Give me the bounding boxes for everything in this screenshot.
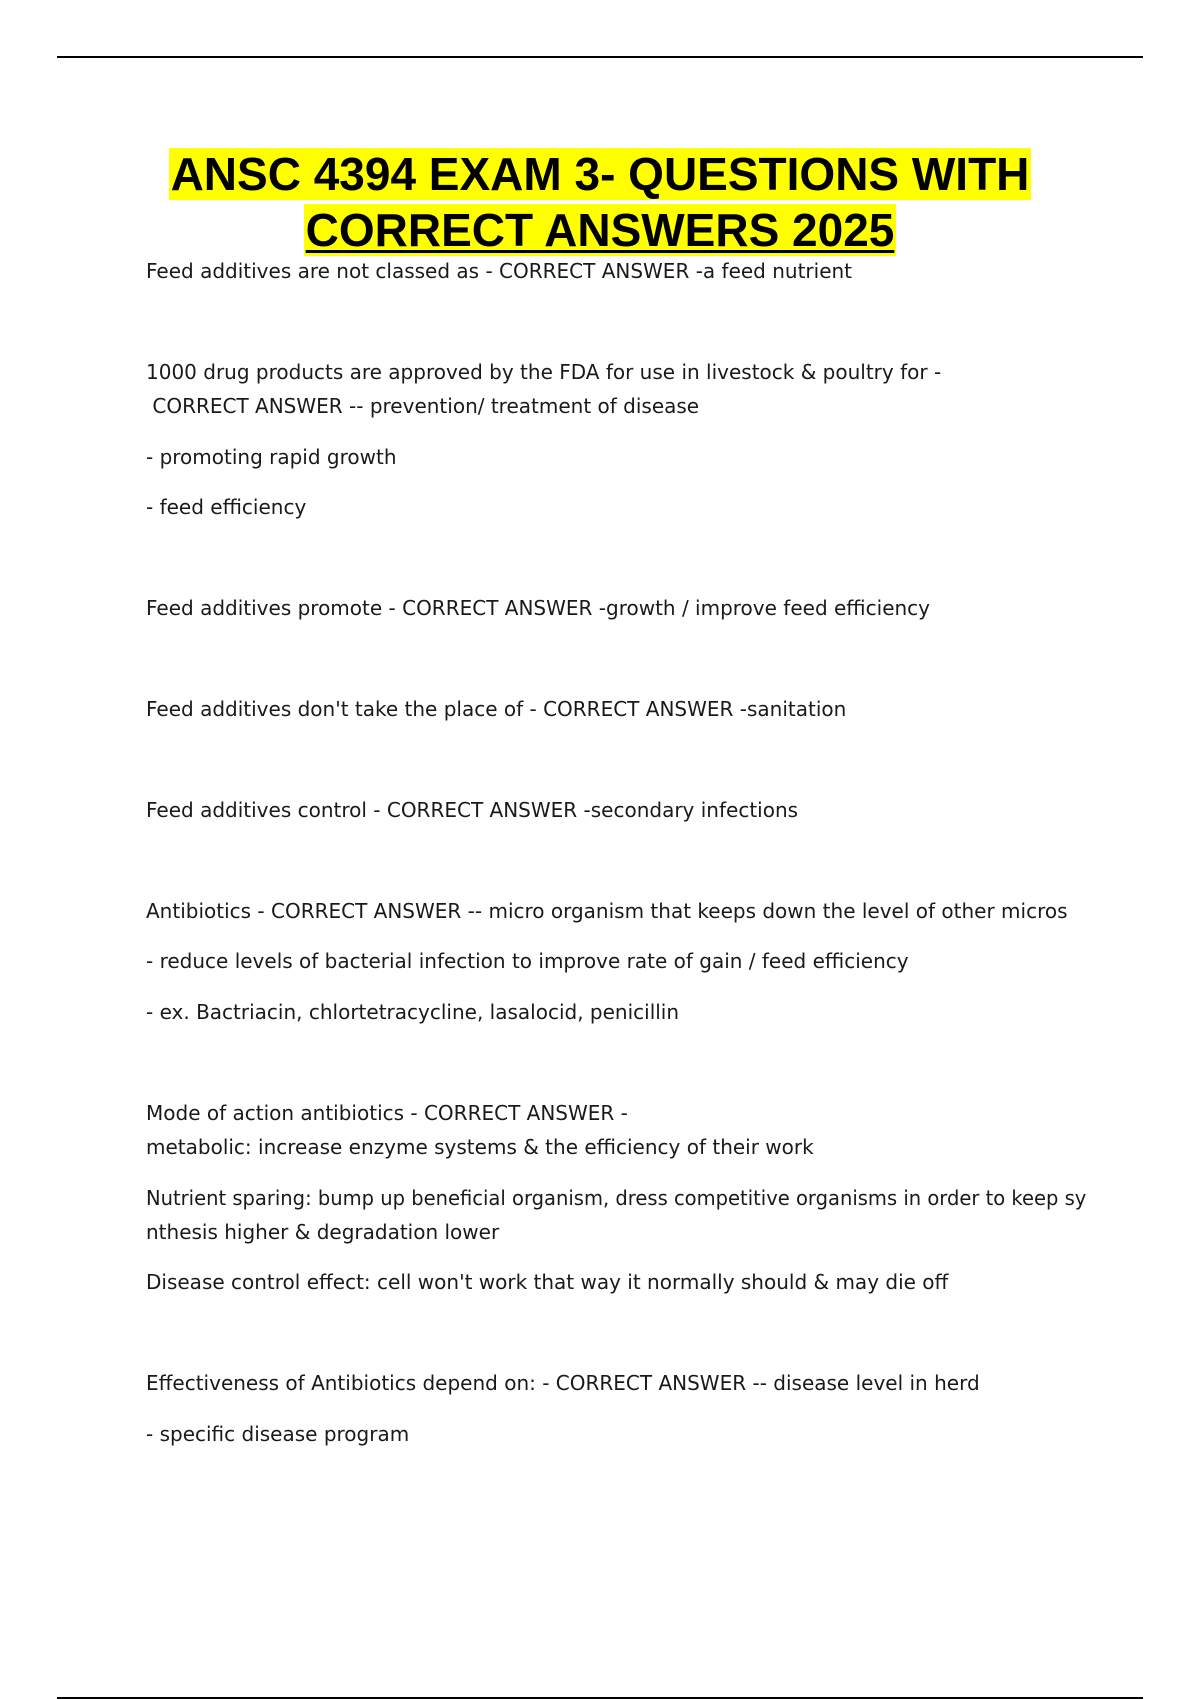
title-line-2 xyxy=(0,202,1200,258)
title-line-1 xyxy=(0,146,1200,202)
qa-line: Effectiveness of Antibiotics depend on: - CORRECT ANSWER -- disease level in herd xyxy=(146,1371,980,1395)
qa-line: - specific disease program xyxy=(146,1422,410,1446)
qa-line: Disease control effect: cell won't work that way it normally should & may die off xyxy=(146,1270,949,1294)
qa-line: Mode of action antibiotics - CORRECT ANSWER - xyxy=(146,1101,628,1125)
qa-line: - promoting rapid growth xyxy=(146,445,397,469)
qa-line: Feed additives are not classed as - CORRECT ANSWER -a feed nutrient xyxy=(146,259,853,283)
qa-line: Antibiotics - CORRECT ANSWER -- micro organism that keeps down the level of other micros xyxy=(146,899,1068,923)
top-rule xyxy=(57,56,1143,58)
qa-line: Nutrient sparing: bump up beneficial organism, dress competitive organisms in order to keep sy xyxy=(146,1186,1087,1210)
qa-line: - reduce levels of bacterial infection to improve rate of gain / feed efficiency xyxy=(146,949,909,973)
qa-line: metabolic: increase enzyme systems & the efficiency of their work xyxy=(146,1135,814,1159)
title-line-1-text: ANSC 4394 EXAM 3- QUESTIONS WITH xyxy=(170,148,1030,200)
qa-line: Feed additives promote - CORRECT ANSWER -growth / improve feed efficiency xyxy=(146,596,931,620)
document-title xyxy=(0,146,1200,258)
qa-line: CORRECT ANSWER -- prevention/ treatment of disease xyxy=(146,394,700,418)
qa-line: Feed additives control - CORRECT ANSWER -secondary infections xyxy=(146,798,799,822)
qa-line: nthesis higher & degradation lower xyxy=(146,1220,500,1244)
qa-line: - ex. Bactriacin, chlortetracycline, lasalocid, penicillin xyxy=(146,1000,680,1024)
title-line-2-text: CORRECT ANSWERS 2025 xyxy=(305,204,895,256)
qa-line: - feed efficiency xyxy=(146,495,307,519)
qa-line: Feed additives don't take the place of - CORRECT ANSWER -sanitation xyxy=(146,697,847,721)
bottom-rule xyxy=(57,1697,1143,1699)
qa-line: 1000 drug products are approved by the FDA for use in livestock & poultry for - xyxy=(146,360,942,384)
